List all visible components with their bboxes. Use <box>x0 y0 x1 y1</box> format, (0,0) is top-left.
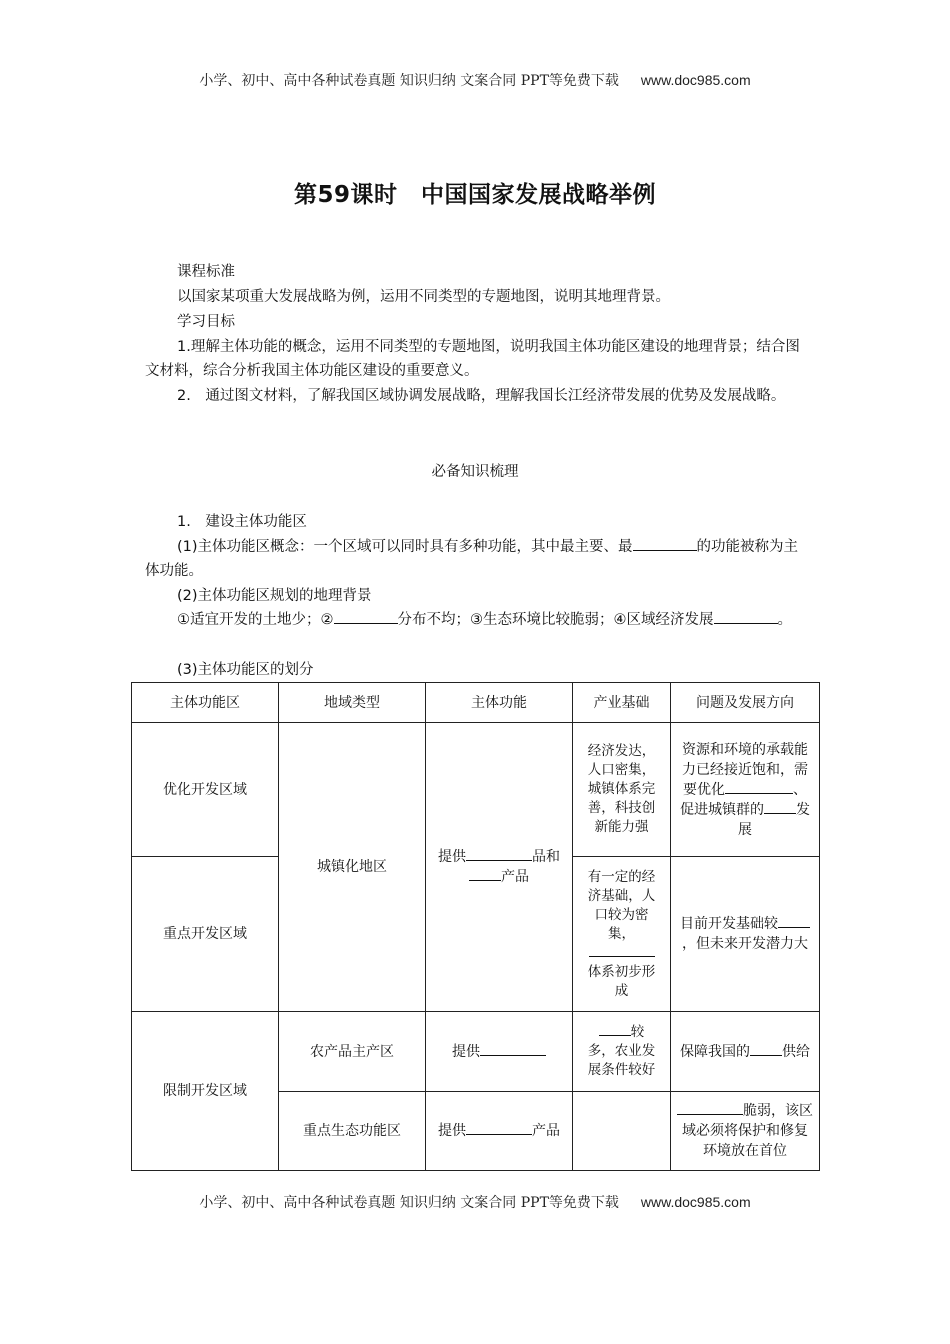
header-site-link[interactable]: www.doc985.com <box>640 72 751 88</box>
function-eco <box>426 1092 573 1171</box>
base-agri-blank[interactable] <box>599 1023 631 1036</box>
issue-key-blank[interactable] <box>778 915 810 928</box>
background-blank-1[interactable] <box>334 609 398 624</box>
base-eco <box>573 1092 671 1171</box>
issue-key-text-b: ，但未来开发潜力大 <box>682 936 808 952</box>
goals-heading: 学习目标 <box>177 314 235 330</box>
issue-agri-blank[interactable] <box>750 1043 782 1056</box>
function-urban <box>426 723 573 1012</box>
issue-key-text-a: 目前开发基础较 <box>680 916 778 932</box>
footer-site-link[interactable]: www.doc985.com <box>640 1194 751 1210</box>
function-agri <box>426 1012 573 1092</box>
table-header-row <box>132 683 820 723</box>
issue-optimize-blank-2[interactable] <box>764 801 796 814</box>
issue-agri-text-a: 保障我国的 <box>680 1043 750 1060</box>
zone-optimize: 优化开发区域 <box>132 723 279 857</box>
issue-optimize-text-b: 、促进城镇群的 <box>680 781 807 818</box>
issue-optimize-blank-1[interactable] <box>725 781 793 794</box>
zone-key: 重点开发区域 <box>132 857 279 1012</box>
header-issue: 问题及发展方向 <box>671 683 820 723</box>
subsection-1: 1. 建设主体功能区 <box>177 514 307 530</box>
issue-agri-text-b: 供给 <box>782 1043 810 1060</box>
zone-restrict: 限制开发区域 <box>132 1012 279 1171</box>
function-zone-table <box>131 682 820 1171</box>
header-zone: 主体功能区 <box>132 683 279 723</box>
issue-key <box>671 857 820 1012</box>
standard-heading: 课程标准 <box>177 264 235 280</box>
standard-text: 以国家某项重大发展战略为例，运用不同类型的专题地图，说明其地理背景。 <box>177 289 670 305</box>
footer-text: 小学、初中、高中各种试卷真题 知识归纳 文案合同 PPT等免费下载 <box>199 1195 619 1211</box>
function-urban-text-c: 产品 <box>501 869 529 885</box>
page-title: 第59课时 中国国家发展战略举例 <box>293 182 656 208</box>
page-header <box>0 70 950 90</box>
background-heading: (2)主体功能区规划的地理背景 <box>177 588 372 604</box>
issue-eco-blank[interactable] <box>677 1102 743 1115</box>
type-agri: 农产品主产区 <box>279 1012 426 1092</box>
function-urban-text-b: 品和 <box>532 849 560 865</box>
division-heading: (3)主体功能区的划分 <box>177 662 314 678</box>
section-heading: 必备知识梳理 <box>431 464 519 480</box>
function-urban-text-a: 提供 <box>438 849 466 865</box>
issue-optimize-text-a: 资源和环境的承载能力已经接近饱和，需要优化 <box>682 741 808 798</box>
type-eco: 重点生态功能区 <box>279 1092 426 1171</box>
background-text-c: 。 <box>777 612 792 628</box>
function-urban-blank-2[interactable] <box>469 868 501 881</box>
background-text-b: 分布不均；③生态环境比较脆弱；④区域经济发展 <box>397 612 714 628</box>
background-blank-2[interactable] <box>714 609 778 624</box>
page-footer <box>0 1192 950 1212</box>
header-type: 地域类型 <box>279 683 426 723</box>
base-agri-text: 较多，农业发展条件较好 <box>587 1024 656 1078</box>
background-paragraph <box>145 608 810 632</box>
base-key-text-a: 有一定的经济基础，人口较为密集， <box>587 868 656 942</box>
background-text-a: ①适宜开发的土地少；② <box>177 612 334 628</box>
function-eco-text-b: 产品 <box>532 1123 560 1139</box>
issue-eco-text: 脆弱，该区域必须将保护和修复环境放在首位 <box>682 1103 813 1159</box>
type-urban: 城镇化地区 <box>279 723 426 1012</box>
table-row <box>132 723 820 857</box>
header-base: 产业基础 <box>573 683 671 723</box>
header-text: 小学、初中、高中各种试卷真题 知识归纳 文案合同 PPT等免费下载 <box>199 73 619 89</box>
function-agri-text: 提供 <box>452 1043 480 1060</box>
function-eco-text-a: 提供 <box>438 1123 466 1139</box>
base-agri <box>573 1012 671 1092</box>
base-key <box>573 857 671 1012</box>
concept-blank[interactable] <box>633 536 697 551</box>
concept-paragraph <box>145 535 810 583</box>
goal-2: 2. 通过图文材料，了解我国区域协调发展战略，理解我国长江经济带发展的优势及发展战略。 <box>177 388 786 404</box>
function-eco-blank[interactable] <box>466 1122 532 1135</box>
issue-eco <box>671 1092 820 1171</box>
concept-text-b: 的功能被称为主体功能。 <box>145 539 799 579</box>
issue-optimize-text-c: 发展 <box>738 801 810 838</box>
function-urban-blank-1[interactable] <box>466 848 532 861</box>
issue-agri <box>671 1012 820 1092</box>
goal-1: 1.理解主体功能的概念，运用不同类型的专题地图，说明我国主体功能区建设的地理背景；结合图文材料，综合分析我国主体功能区建设的重要意义。 <box>145 339 800 379</box>
base-optimize: 经济发达，人口密集，城镇体系完善，科技创新能力强 <box>573 723 671 857</box>
issue-optimize <box>671 723 820 857</box>
header-function: 主体功能 <box>426 683 573 723</box>
concept-text-a: (1)主体功能区概念：一个区域可以同时具有多种功能，其中最主要、最 <box>177 539 633 555</box>
base-key-text-b: 体系初步形成 <box>587 963 656 999</box>
table-row <box>132 1012 820 1092</box>
base-key-blank[interactable] <box>589 944 655 957</box>
function-agri-blank[interactable] <box>480 1043 546 1056</box>
